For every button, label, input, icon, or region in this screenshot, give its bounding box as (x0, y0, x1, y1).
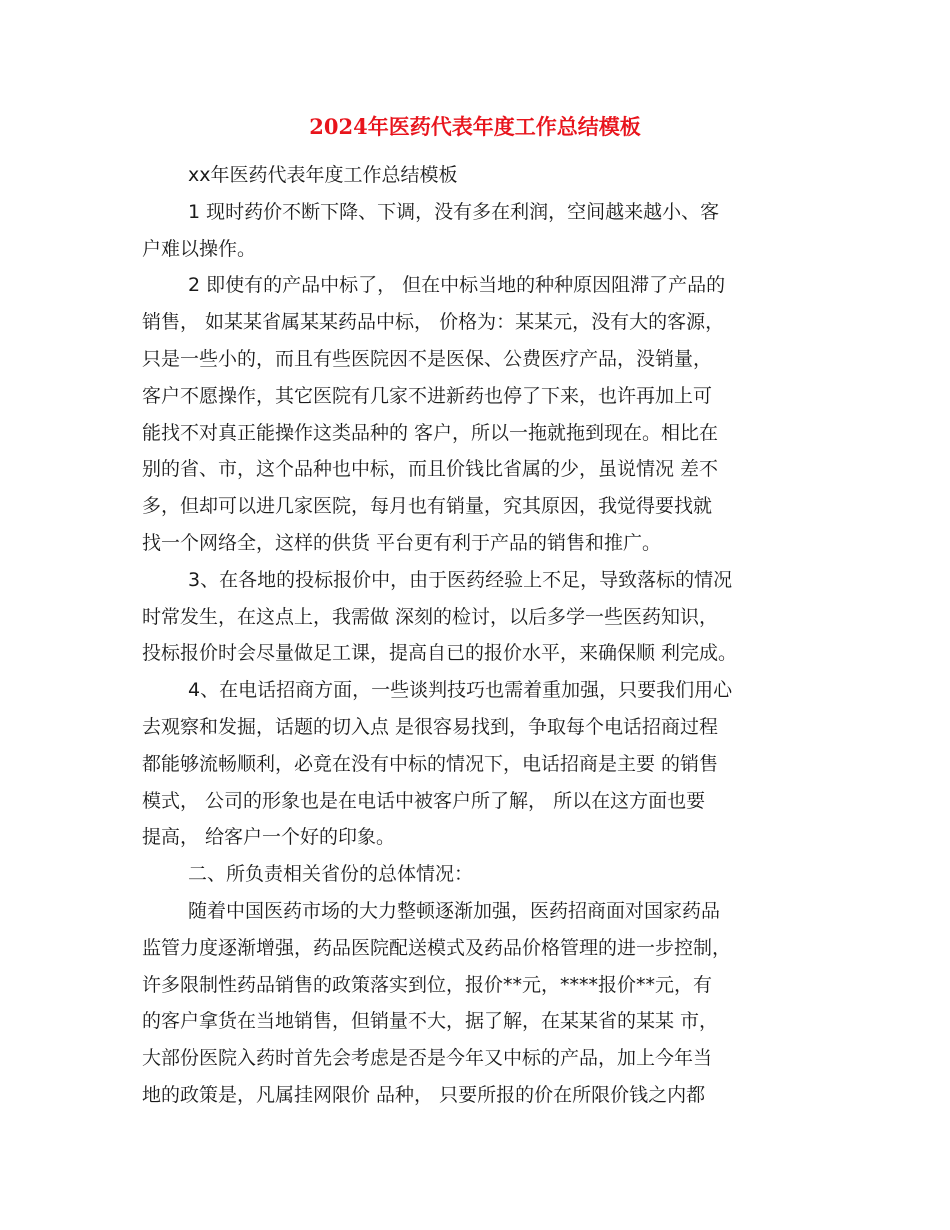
text-line: 提高， 给客户一个好的印象。 (142, 826, 396, 849)
text-line: 投标报价时会尽量做足工课，提高自已的报价水平，来确保顺 利完成。 (142, 642, 738, 665)
text-line: 别的省、市，这个品种也中标，而且价钱比省属的少，虽说情况 差不 (142, 458, 719, 481)
text-line: xx年医药代表年度工作总结模板 (188, 164, 458, 186)
text-line: 随着中国医药市场的大力整顿逐渐加强，医药招商面对国家药品 (188, 899, 721, 922)
text-line: 大部份医院入药时首先会考虑是否是今年又中标的产品，加上今年当 (142, 1047, 713, 1070)
text-line: 都能够流畅顺利，必竟在没有中标的情况下，电话招商是主要 的销售 (142, 752, 719, 775)
text-line: 地的政策是，凡属挂网限价 品种， 只要所报的价在所限价钱之内都 (142, 1083, 706, 1106)
text-line: 监管力度逐渐增强，药品医院配送模式及药品价格管理的进一步控制， (142, 936, 732, 959)
text-line: 时常发生，在这点上，我需做 深刻的检讨，以后多学一些医药知识， (142, 605, 719, 628)
document-title: 2024年医药代表年度工作总结模板 (309, 114, 641, 139)
text-line: 户难以操作。 (142, 237, 257, 260)
text-line: 4、在电话招商方面，一些谈判技巧也需着重加强，只要我们用心 (188, 679, 733, 702)
text-line: 销售， 如某某省属某某药品中标， 价格为：某某元，没有大的客源， (142, 311, 725, 334)
text-line: 只是一些小的，而且有些医院因不是医保、公费医疗产品，没销量， (142, 347, 713, 370)
text-line: 去观察和发掘，话题的切入点 是很容易找到，争取每个电话招商过程 (142, 715, 719, 738)
text-line: 多，但却可以进几家医院，每月也有销量，究其原因，我觉得要找就 (142, 495, 713, 518)
document-body (142, 157, 810, 1114)
text-line: 许多限制性药品销售的政策落实到位，报价**元，****报价**元，有 (142, 973, 713, 996)
text-line: 客户不愿操作，其它医院有几家不进新药也停了下来，也许再加上可 (142, 384, 713, 407)
text-line: 模式， 公司的形象也是在电话中被客户所了解， 所以在这方面也要 (142, 789, 706, 812)
text-line: 能找不对真正能操作这类品种的 客户，所以一拖就拖到现在。相比在 (142, 421, 719, 444)
text-line: 2 即使有的产品中标了， 但在中标当地的种种原因阻滞了产品的 (188, 274, 726, 297)
text-line: 3、在各地的投标报价中，由于医药经验上不足，导致落标的情况 (188, 568, 733, 591)
text-line: 1 现时药价不断下降、下调，没有多在利润，空间越来越小、客 (188, 200, 720, 223)
text-line: 二、所负责相关省份的总体情况： (188, 863, 474, 886)
text-line: 的客户拿货在当地销售，但销量不大，据了解，在某某省的某某 市， (142, 1010, 719, 1033)
text-line: 找一个网络全，这样的供货 平台更有利于产品的销售和推广。 (142, 531, 662, 554)
